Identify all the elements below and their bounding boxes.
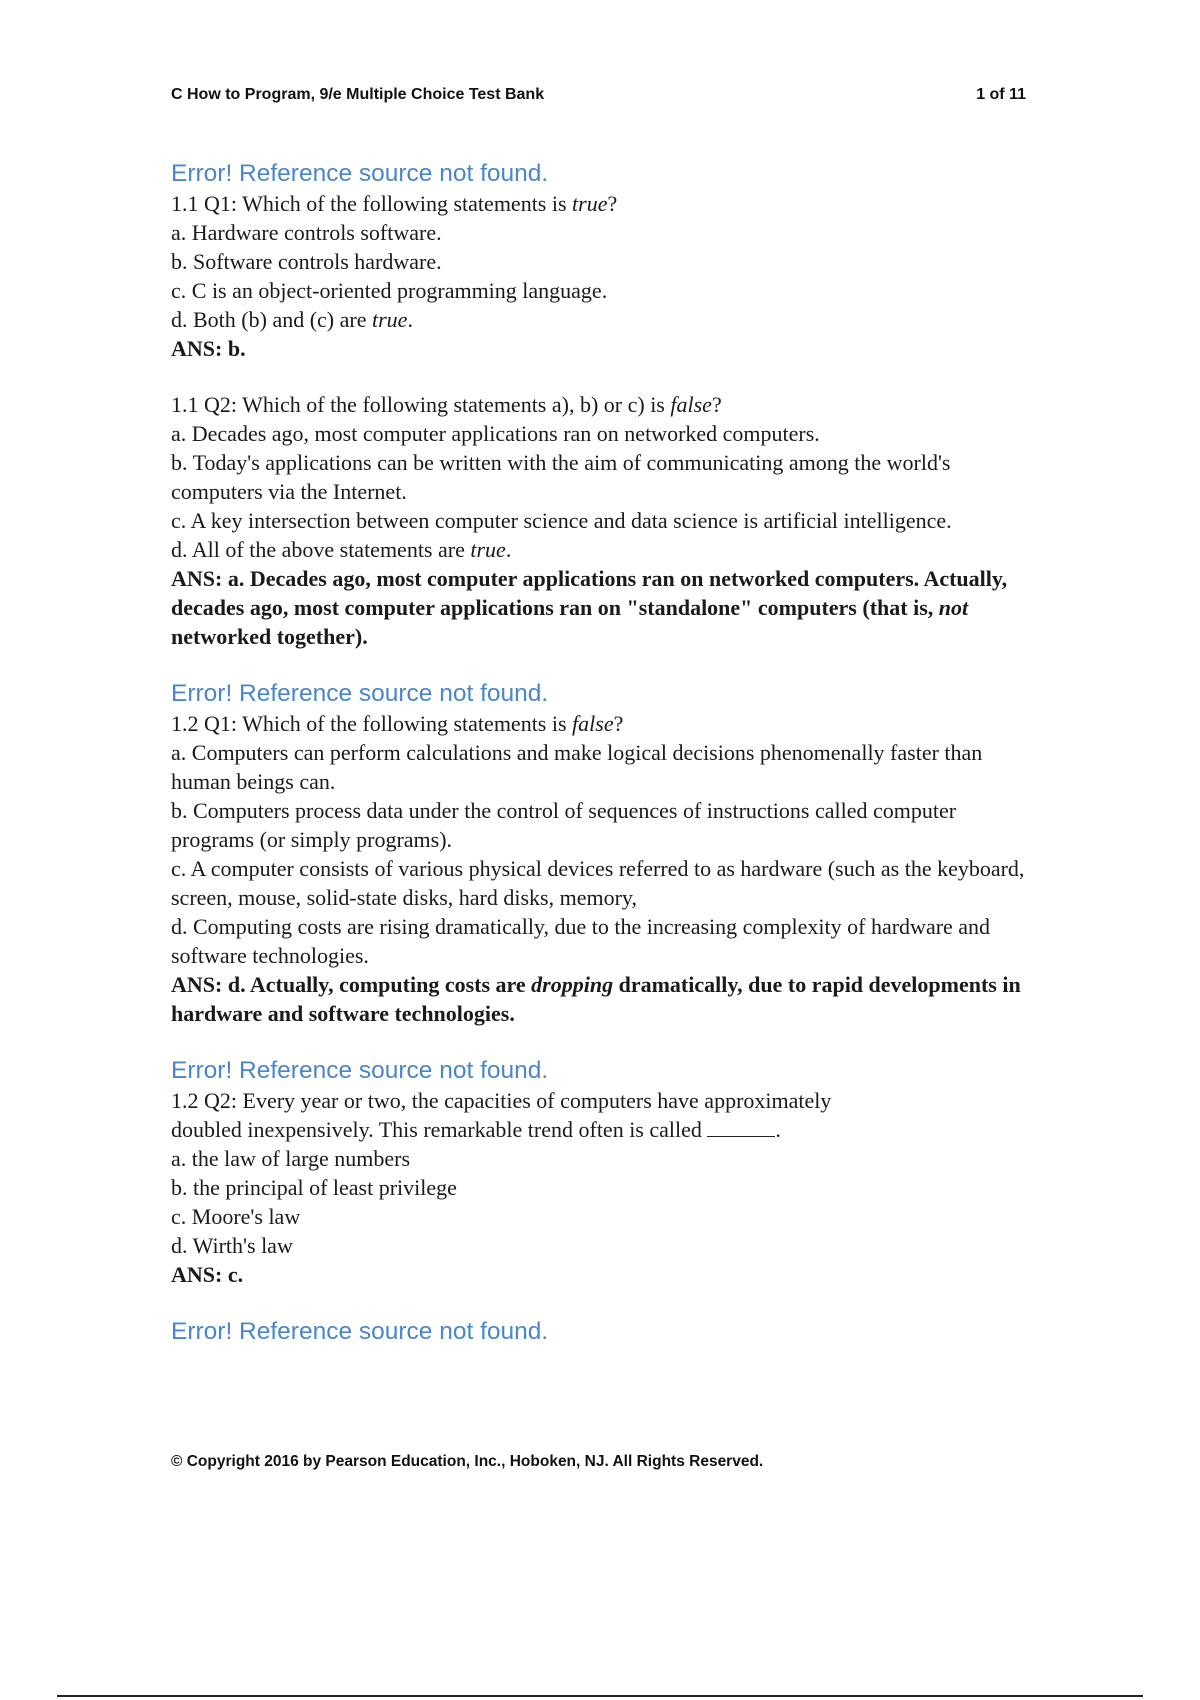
option-d: d. Wirth's law <box>171 1233 293 1258</box>
question-block <box>171 1086 1041 1289</box>
option-c: c. C is an object-oriented programming language. <box>171 278 608 303</box>
question-text-continued: doubled inexpensively. This remarkable trend often is called . <box>171 1117 781 1142</box>
option-b: b. the principal of least privilege <box>171 1175 457 1200</box>
answer: ANS: a. Decades ago, most computer applications ran on networked computers. Actually, decades ago, most computer applications ran on "standalone" computers (that is, not networked together). <box>171 566 1008 649</box>
page-header <box>171 86 1026 104</box>
question-block <box>171 189 1041 363</box>
section-heading: Error! Reference source not found. <box>171 1318 549 1345</box>
option-a: a. the law of large numbers <box>171 1146 411 1171</box>
fill-in-blank <box>707 1116 775 1137</box>
header-title: C How to Program, 9/e Multiple Choice Test Bank <box>171 86 545 103</box>
question-block <box>171 390 1041 651</box>
answer: ANS: c. <box>171 1262 244 1287</box>
question-text: 1.1 Q1: Which of the following statements is true? <box>171 191 618 216</box>
copyright-footer: © Copyright 2016 by Pearson Education, Inc., Hoboken, NJ. All Rights Reserved. <box>171 1453 764 1470</box>
option-c: c. A key intersection between computer science and data science is artificial intelligence. <box>171 508 952 533</box>
option-d: d. Both (b) and (c) are true. <box>171 307 413 332</box>
option-a: a. Decades ago, most computer applications ran on networked computers. <box>171 421 820 446</box>
option-b: b. Software controls hardware. <box>171 249 442 274</box>
section-heading: Error! Reference source not found. <box>171 680 549 707</box>
question-text: 1.2 Q2: Every year or two, the capacities of computers have approximately <box>171 1088 832 1113</box>
page-number: 1 of 11 <box>976 86 1026 103</box>
answer: ANS: d. Actually, computing costs are dropping dramatically, due to rapid developments in hardware and software technologies. <box>171 972 1021 1026</box>
document-body <box>171 158 1041 1347</box>
answer: ANS: b. <box>171 336 246 361</box>
section-heading: Error! Reference source not found. <box>171 160 549 187</box>
question-block <box>171 709 1041 1028</box>
question-text: 1.1 Q2: Which of the following statements a), b) or c) is false? <box>171 392 722 417</box>
option-d: d. Computing costs are rising dramatically, due to the increasing complexity of hardware and software technologies. <box>171 914 991 968</box>
section-heading: Error! Reference source not found. <box>171 1057 549 1084</box>
option-c: c. A computer consists of various physical devices referred to as hardware (such as the keyboard, screen, mouse, solid-state disks, hard disks, memory, <box>171 856 1025 910</box>
option-b: b. Computers process data under the control of sequences of instructions called computer programs (or simply programs). <box>171 798 957 852</box>
option-c: c. Moore's law <box>171 1204 301 1229</box>
question-text: 1.2 Q1: Which of the following statements is false? <box>171 711 624 736</box>
option-b: b. Today's applications can be written with the aim of communicating among the world's computers via the Internet. <box>171 450 951 504</box>
option-a: a. Computers can perform calculations and make logical decisions phenomenally faster than human beings can. <box>171 740 983 794</box>
option-d: d. All of the above statements are true. <box>171 537 512 562</box>
option-a: a. Hardware controls software. <box>171 220 442 245</box>
page-divider <box>57 1695 1143 1697</box>
